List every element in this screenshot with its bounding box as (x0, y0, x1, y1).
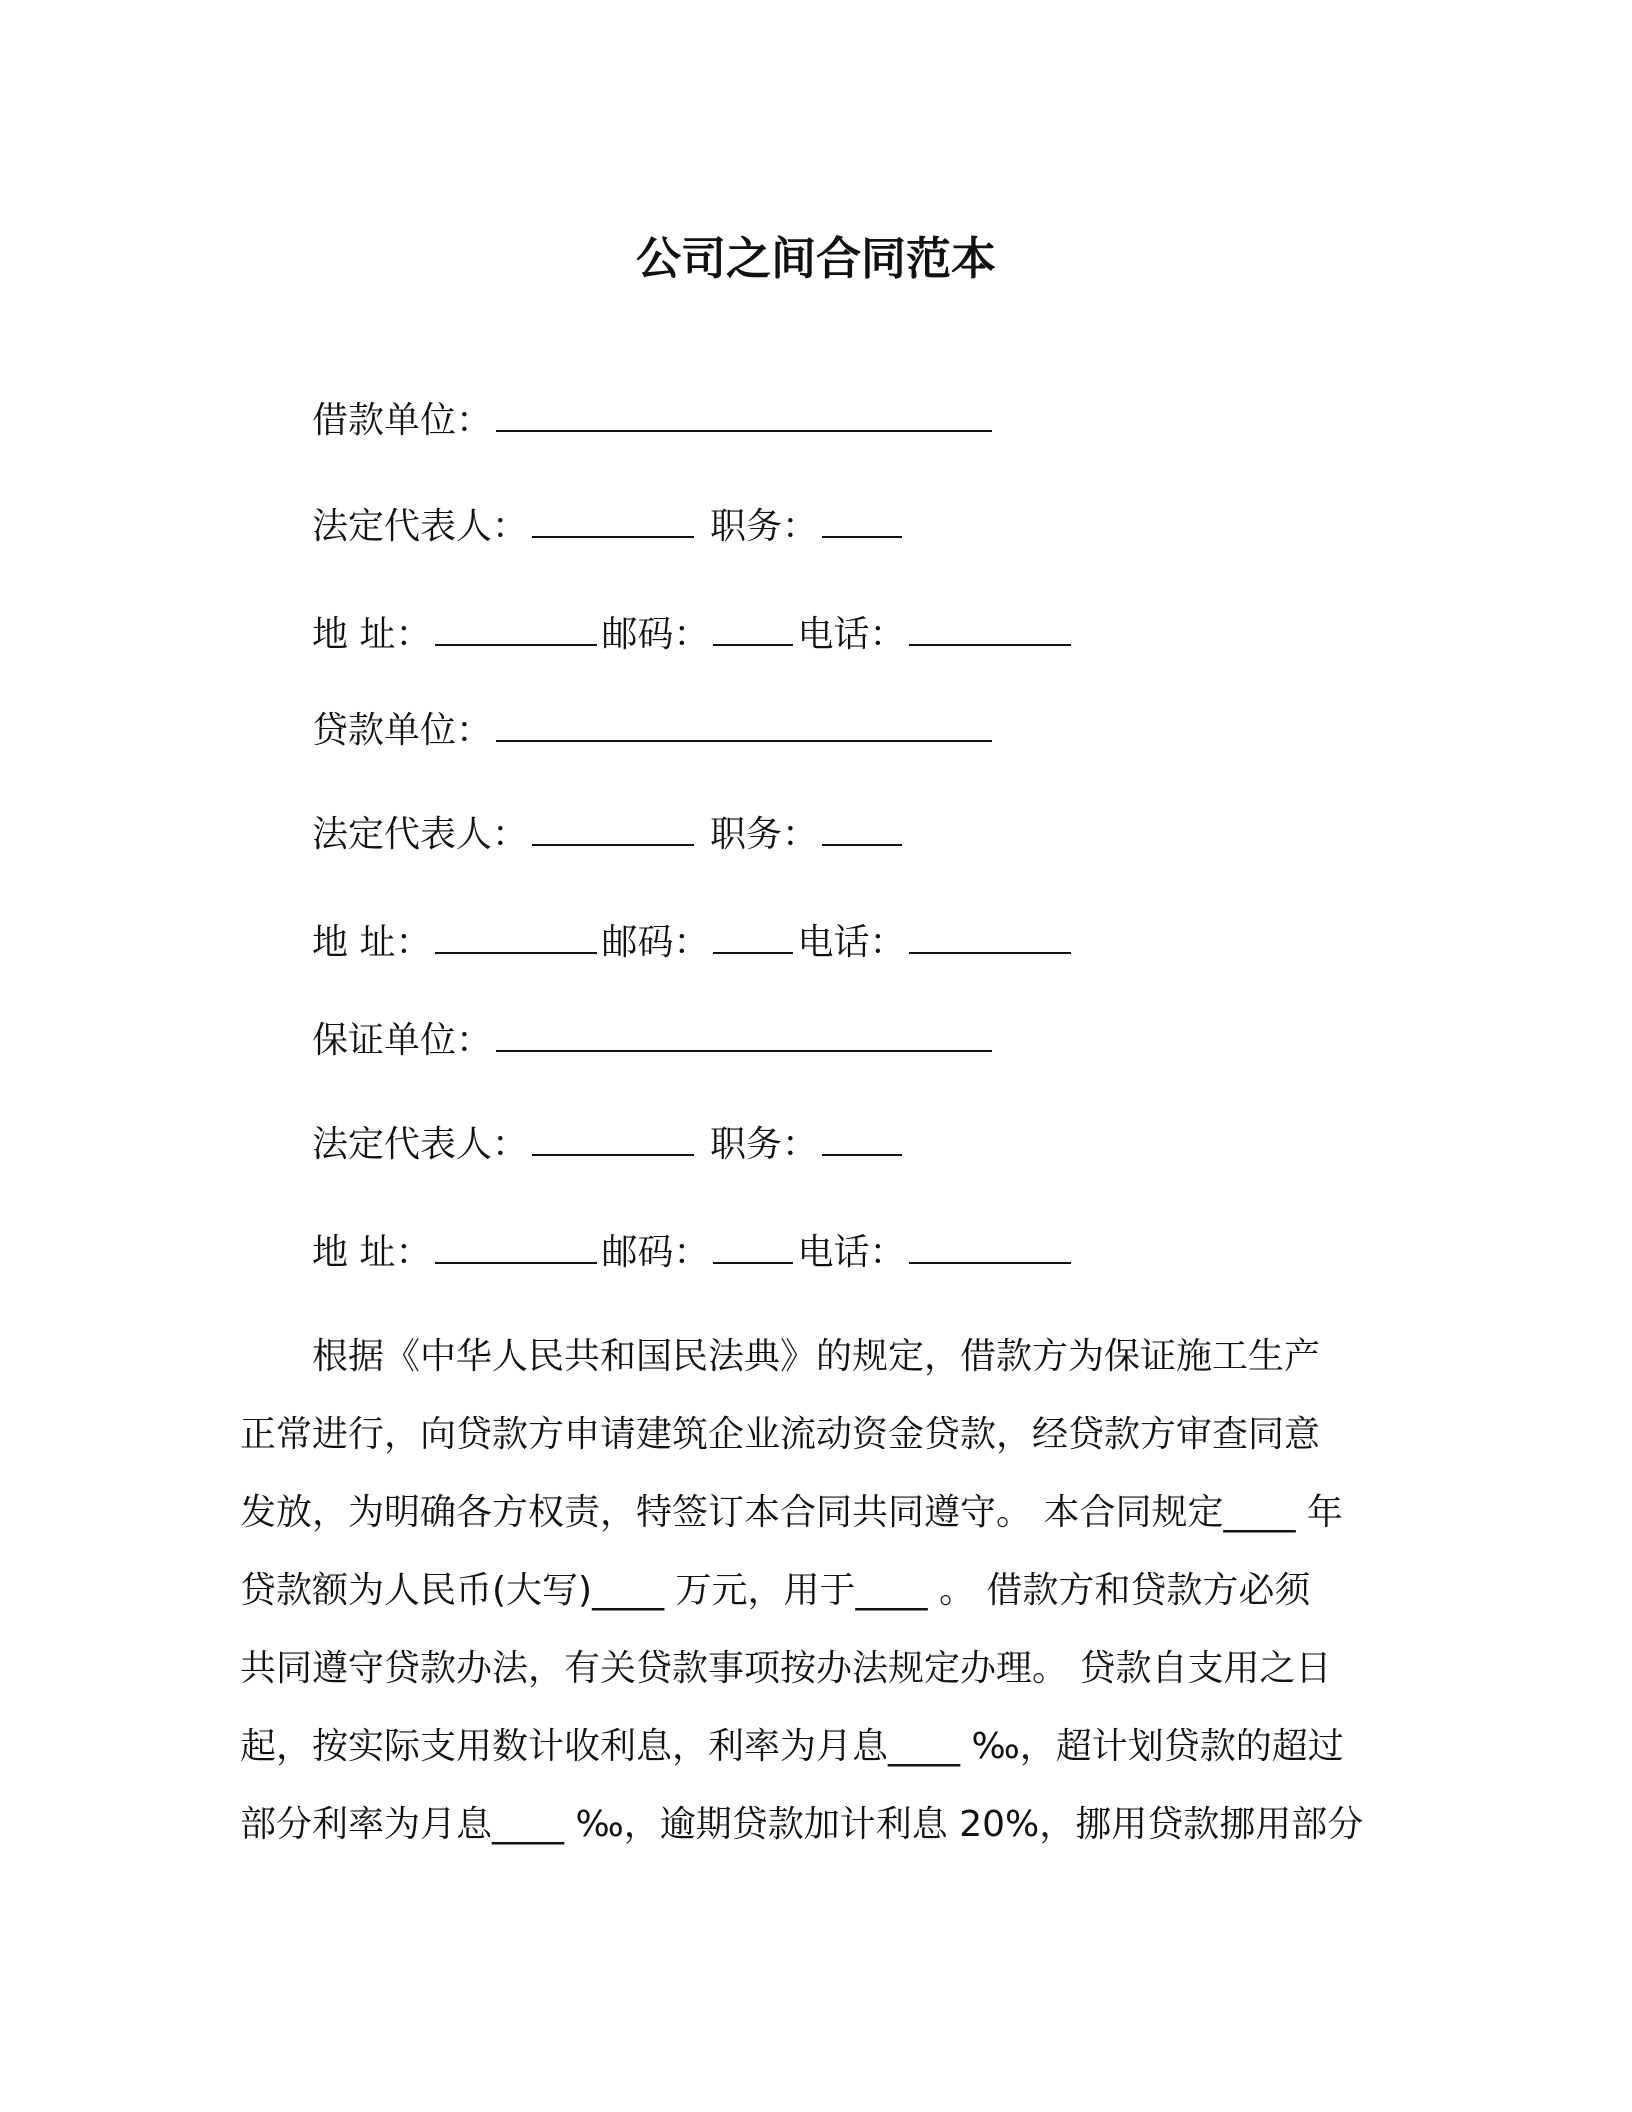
body-line: 起，按实际支用数计收利息，利率为月息____ ‰，超计划贷款的超过 (240, 1726, 1344, 1767)
borrower-postcode-label: 邮码： (601, 614, 710, 655)
lender-position-label: 职务： (710, 814, 819, 855)
lender-address-label: 地 址： (312, 922, 432, 963)
contract-body (240, 1318, 1380, 1864)
lender-address-blank[interactable] (435, 918, 597, 954)
borrower-postcode-blank[interactable] (713, 610, 793, 646)
body-line: 根据《中华人民共和国民法典》的规定，借款方为保证施工生产 (312, 1336, 1321, 1377)
lender-rep-row (312, 810, 906, 859)
lender-unit-row (312, 706, 996, 755)
guarantor-address-row (312, 1228, 1075, 1277)
borrower-rep-label: 法定代表人： (312, 506, 529, 547)
guarantor-rep-blank[interactable] (532, 1120, 694, 1156)
guarantor-rep-label: 法定代表人： (312, 1124, 529, 1165)
lender-unit-label: 贷款单位： (312, 710, 493, 751)
guarantor-unit-row (312, 1016, 996, 1065)
guarantor-phone-blank[interactable] (909, 1228, 1071, 1264)
guarantor-position-label: 职务： (710, 1124, 819, 1165)
guarantor-position-blank[interactable] (822, 1120, 902, 1156)
lender-unit-blank[interactable] (496, 706, 992, 742)
body-line: 发放，为明确各方权责，特签订本合同共同遵守。 本合同规定____ 年 (240, 1492, 1343, 1533)
lender-postcode-blank[interactable] (713, 918, 793, 954)
borrower-address-blank[interactable] (435, 610, 597, 646)
borrower-rep-row (312, 502, 906, 551)
borrower-rep-blank[interactable] (532, 502, 694, 538)
borrower-address-row (312, 610, 1075, 659)
lender-phone-blank[interactable] (909, 918, 1071, 954)
borrower-position-blank[interactable] (822, 502, 902, 538)
lender-position-blank[interactable] (822, 810, 902, 846)
lender-postcode-label: 邮码： (601, 922, 710, 963)
body-line: 正常进行，向贷款方申请建筑企业流动资金贷款，经贷款方审查同意 (240, 1414, 1321, 1455)
body-line: 贷款额为人民币(大写)____ 万元，用于____ 。 借款方和贷款方必须 (240, 1570, 1311, 1611)
lender-rep-label: 法定代表人： (312, 814, 529, 855)
lender-address-row (312, 918, 1075, 967)
body-line: 共同遵守贷款办法，有关贷款事项按办法规定办理。 贷款自支用之日 (240, 1648, 1332, 1689)
lender-phone-label: 电话： (797, 922, 906, 963)
lender-rep-blank[interactable] (532, 810, 694, 846)
borrower-address-label: 地 址： (312, 614, 432, 655)
borrower-unit-label: 借款单位： (312, 400, 493, 441)
borrower-position-label: 职务： (710, 506, 819, 547)
borrower-phone-blank[interactable] (909, 610, 1071, 646)
guarantor-phone-label: 电话： (797, 1232, 906, 1273)
guarantor-postcode-label: 邮码： (601, 1232, 710, 1273)
guarantor-rep-row (312, 1120, 906, 1169)
guarantor-address-label: 地 址： (312, 1232, 432, 1273)
guarantor-postcode-blank[interactable] (713, 1228, 793, 1264)
body-line: 部分利率为月息____ ‰，逾期贷款加计利息 20%，挪用贷款挪用部分 (240, 1804, 1364, 1845)
borrower-unit-row (312, 396, 996, 445)
borrower-unit-blank[interactable] (496, 396, 992, 432)
guarantor-address-blank[interactable] (435, 1228, 597, 1264)
borrower-phone-label: 电话： (797, 614, 906, 655)
guarantor-unit-blank[interactable] (496, 1016, 992, 1052)
guarantor-unit-label: 保证单位： (312, 1020, 493, 1061)
document-title: 公司之间合同范本 (635, 232, 996, 285)
